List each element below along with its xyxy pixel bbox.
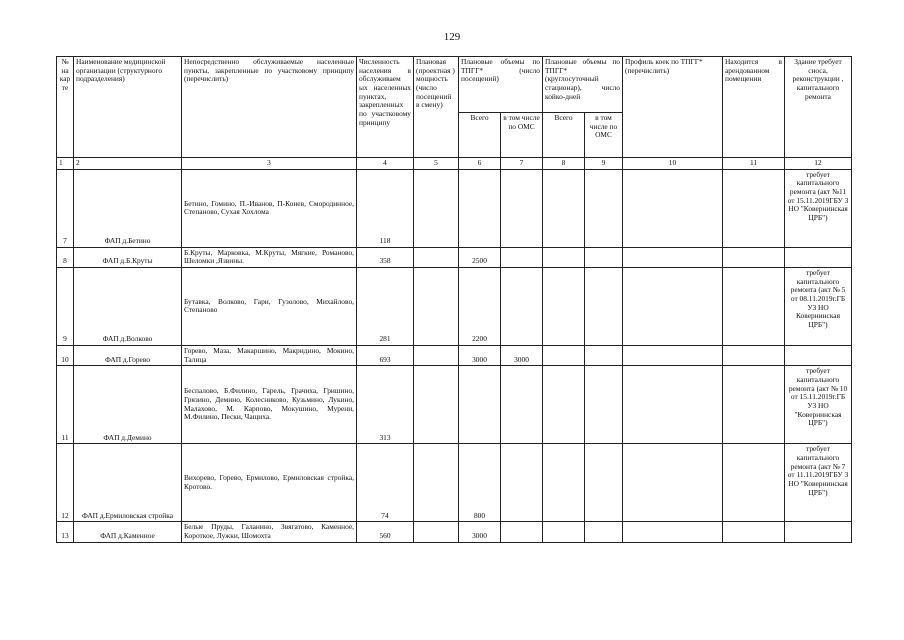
planned-visits-oms [501, 522, 543, 542]
column-number: 1 [57, 158, 74, 170]
planned-beds [543, 267, 585, 345]
organization-name: ФАП д.Волково [74, 267, 182, 345]
column-number: 5 [414, 158, 459, 170]
planned-visits-oms [501, 169, 543, 247]
population: 118 [357, 169, 414, 247]
planned-beds-oms [585, 267, 623, 345]
planned-visits [459, 169, 501, 247]
row-number: 8 [57, 247, 74, 267]
population: 693 [357, 345, 414, 365]
population: 74 [357, 444, 414, 522]
table-row [57, 522, 852, 542]
header-number: № на кар те [57, 57, 74, 158]
table-row [57, 247, 852, 267]
header-repair: Здание требует сноса, реконструкции , капитального ремонта [785, 57, 852, 158]
rented-premises [723, 366, 785, 444]
rented-premises [723, 169, 785, 247]
header-beds-total: Всего [543, 113, 585, 158]
planned-beds [543, 444, 585, 522]
header-capacity: Плановая (проектная ) мощность (число посещений в смену) [414, 57, 459, 158]
served-places: Бутавка, Волково, Гари, Гузолово, Михайлово, Степаново [182, 267, 357, 345]
planned-beds-oms [585, 522, 623, 542]
planned-visits: 2500 [459, 247, 501, 267]
header-beds: Плановые объемы по ТПГГ* (круглосуточный стационар), число койко-дней [543, 57, 623, 113]
population: 281 [357, 267, 414, 345]
population: 560 [357, 522, 414, 542]
planned-visits-oms [501, 444, 543, 522]
planned-visits: 3000 [459, 522, 501, 542]
planned-visits-oms [501, 366, 543, 444]
planned-beds [543, 345, 585, 365]
rented-premises [723, 345, 785, 365]
row-number: 7 [57, 169, 74, 247]
served-places: Беспалово, Б.Филино, Гарель, Грачиха, Гришино, Грязино, Демино, Колесниково, Кузьмино, Лукино, Малахово, М. Карпово, Мокушино, Мурени, М.Филино, Пески, Чащиха. [182, 366, 357, 444]
capacity [414, 522, 459, 542]
column-number: 4 [357, 158, 414, 170]
organization-name: ФАП д.Бетино [74, 169, 182, 247]
organization-name: ФАП д.Демино [74, 366, 182, 444]
header-beds-oms: в том числе по ОМС [585, 113, 623, 158]
served-places: Белые Пруды, Галанино, Звягатово, Каменное, Короткое, Лужки, Шомохта [182, 522, 357, 542]
column-number: 12 [785, 158, 852, 170]
planned-beds [543, 522, 585, 542]
population: 358 [357, 247, 414, 267]
served-places: Б.Круты, Марковка, М.Круты, Мягкие, Романово, Шеломки ,Язвины. [182, 247, 357, 267]
column-number: 3 [182, 158, 357, 170]
organization-name: ФАП д.Ермиловская стройка [74, 444, 182, 522]
header-visits: Плановые объемы по ТПГГ* (число посещений) [459, 57, 543, 113]
bed-profile [623, 247, 723, 267]
capacity [414, 247, 459, 267]
table-row [57, 169, 852, 247]
row-number: 9 [57, 267, 74, 345]
bed-profile [623, 366, 723, 444]
column-number: 9 [585, 158, 623, 170]
rented-premises [723, 522, 785, 542]
column-number: 7 [501, 158, 543, 170]
table-row [57, 444, 852, 522]
header-visits-total: Всего [459, 113, 501, 158]
planned-beds [543, 247, 585, 267]
header-population: Численность населения в обслуживаем ых населенных пунктах, закрепленных по участковому принципу [357, 57, 414, 158]
repair-status: требует капитального ремонта (акт № 5 от 08.11.2019г.ГБ УЗ НО Ковернинская ЦРБ") [785, 267, 852, 345]
capacity [414, 267, 459, 345]
column-number: 2 [74, 158, 182, 170]
bed-profile [623, 444, 723, 522]
rented-premises [723, 267, 785, 345]
header-visits-oms: в том числе по ОМС [501, 113, 543, 158]
bed-profile [623, 169, 723, 247]
capacity [414, 444, 459, 522]
column-number: 8 [543, 158, 585, 170]
table-row [57, 267, 852, 345]
header-rented: Находится в арендованном помещении [723, 57, 785, 158]
repair-status [785, 522, 852, 542]
repair-status [785, 247, 852, 267]
repair-status: требует капитального ремонта (акт № 10 от 15.11.2019г.ГБ УЗ НО "Ковернинская ЦРБ") [785, 366, 852, 444]
rented-premises [723, 247, 785, 267]
header-places: Непосредственно обслуживаемые населенные пункты, закрепленные по участковому принципу (перечислить) [182, 57, 357, 158]
header-organization: Наименование медицинской организации (структурного подразделения) [74, 57, 182, 158]
planned-beds-oms [585, 444, 623, 522]
planned-beds-oms [585, 169, 623, 247]
row-number: 12 [57, 444, 74, 522]
repair-status: требует капитального ремонта (акт № 7 от 11.11.2019ГБУ З НО "Ковернинская ЦРБ") [785, 444, 852, 522]
page-number: 129 [443, 31, 461, 43]
planned-beds-oms [585, 345, 623, 365]
header-bed-profile: Профиль коек по ТПГГ* (перечислить) [623, 57, 723, 158]
bed-profile [623, 345, 723, 365]
planned-visits-oms [501, 247, 543, 267]
capacity [414, 366, 459, 444]
table-row [57, 345, 852, 365]
row-number: 13 [57, 522, 74, 542]
planned-visits-oms [501, 267, 543, 345]
organization-name: ФАП д.Горево [74, 345, 182, 365]
header-row-1 [57, 57, 852, 113]
organization-name: ФАП д.Б.Круты [74, 247, 182, 267]
planned-visits [459, 366, 501, 444]
organization-name: ФАП д.Каменное [74, 522, 182, 542]
planned-beds [543, 366, 585, 444]
planned-visits-oms: 3000 [501, 345, 543, 365]
repair-status: требует капитального ремонта (акт №11 от 15.11.2019ГБУ З НО "Ковернинская ЦРБ") [785, 169, 852, 247]
served-places: Вихорево, Горево, Ермилово, Ермиловская стройка, Кротово. [182, 444, 357, 522]
fap-table [56, 56, 852, 543]
rented-premises [723, 444, 785, 522]
planned-visits: 2200 [459, 267, 501, 345]
column-number: 6 [459, 158, 501, 170]
bed-profile [623, 267, 723, 345]
population: 313 [357, 366, 414, 444]
capacity [414, 169, 459, 247]
table-row [57, 366, 852, 444]
planned-visits: 3000 [459, 345, 501, 365]
capacity [414, 345, 459, 365]
planned-beds-oms [585, 366, 623, 444]
row-number: 10 [57, 345, 74, 365]
bed-profile [623, 522, 723, 542]
planned-visits: 800 [459, 444, 501, 522]
served-places: Бетино, Гомино, П.-Иванов, П-Конев, Смородинное, Степаново, Сухая Хохлома [182, 169, 357, 247]
planned-beds-oms [585, 247, 623, 267]
column-numbers-row [57, 158, 852, 170]
row-number: 11 [57, 366, 74, 444]
repair-status [785, 345, 852, 365]
served-places: Горево, Маза, Макаршино, Макридино, Мокино, Талица [182, 345, 357, 365]
column-number: 11 [723, 158, 785, 170]
column-number: 10 [623, 158, 723, 170]
planned-beds [543, 169, 585, 247]
